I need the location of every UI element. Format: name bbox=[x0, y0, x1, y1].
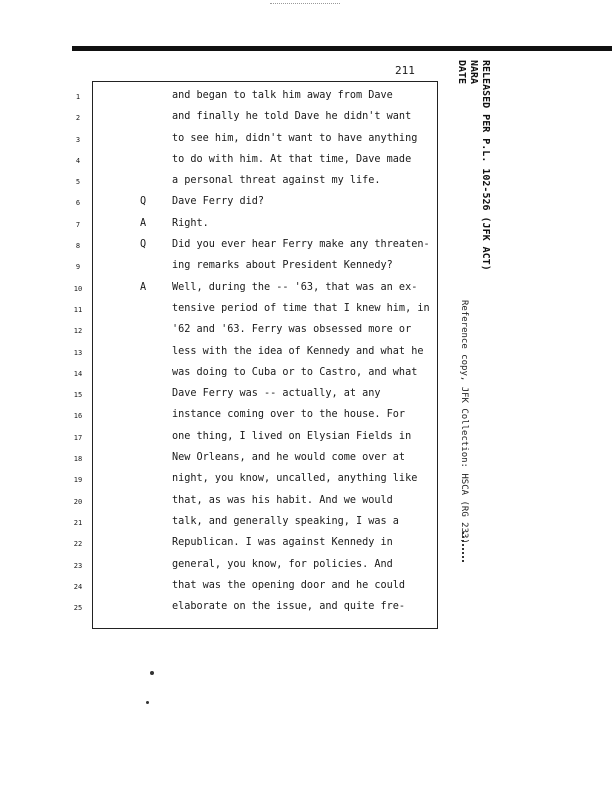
transcript-line bbox=[140, 537, 440, 558]
transcript-line bbox=[140, 239, 440, 260]
line-number: 12 bbox=[73, 327, 83, 336]
transcript-line bbox=[140, 90, 440, 111]
transcript-line bbox=[140, 559, 440, 580]
line-text: to see him, didn't want to have anything bbox=[172, 132, 418, 144]
transcript-line bbox=[140, 452, 440, 473]
line-text: elaborate on the issue, and quite fre- bbox=[172, 601, 406, 613]
transcript-line bbox=[140, 196, 440, 217]
line-text: a personal threat against my life. bbox=[172, 175, 381, 187]
margin-bracket-mark bbox=[462, 532, 470, 562]
release-stamp-line2: NARA bbox=[468, 60, 479, 85]
line-number: 18 bbox=[73, 455, 83, 464]
release-stamp-line3: DATE bbox=[456, 60, 467, 85]
transcript-line bbox=[140, 473, 440, 494]
transcript-line bbox=[140, 367, 440, 388]
line-text: less with the idea of Kennedy and what he bbox=[172, 345, 424, 357]
transcript-line bbox=[140, 601, 440, 622]
line-number: 17 bbox=[73, 433, 83, 442]
line-text: and finally he told Dave he didn't want bbox=[172, 111, 412, 123]
line-text: night, you know, uncalled, anything like bbox=[172, 473, 418, 485]
transcript-line bbox=[140, 409, 440, 430]
transcript-line bbox=[140, 111, 440, 132]
line-text: New Orleans, and he would come over at bbox=[172, 452, 406, 464]
line-text: instance coming over to the house. For bbox=[172, 409, 406, 421]
transcript-line bbox=[140, 388, 440, 409]
line-text: Dave Ferry did? bbox=[172, 196, 265, 208]
line-text: and began to talk him away from Dave bbox=[172, 90, 393, 101]
speaker-label: Q bbox=[140, 196, 147, 208]
line-number: 20 bbox=[73, 497, 83, 506]
line-number: 3 bbox=[75, 135, 81, 144]
reference-note: Reference copy, JFK Collection: HSCA (RG 233) bbox=[459, 300, 469, 544]
line-number: 7 bbox=[75, 220, 81, 229]
line-text: talk, and generally speaking, I was a bbox=[172, 515, 399, 527]
line-text: Well, during the -- '63, that was an ex- bbox=[172, 281, 418, 293]
transcript-line bbox=[140, 260, 440, 281]
speaker-label: A bbox=[140, 281, 147, 293]
release-stamp bbox=[455, 60, 491, 271]
transcript-line bbox=[140, 303, 440, 324]
line-number: 13 bbox=[73, 348, 83, 357]
transcript-line bbox=[140, 431, 440, 452]
line-number: 21 bbox=[73, 518, 83, 527]
speaker-label: Q bbox=[140, 239, 147, 251]
line-text: Right. bbox=[172, 217, 209, 229]
line-text: general, you know, for policies. And bbox=[172, 558, 393, 570]
line-number: 22 bbox=[73, 540, 83, 549]
transcript-line bbox=[140, 282, 440, 303]
line-number: 24 bbox=[73, 582, 83, 591]
line-number: 14 bbox=[73, 369, 83, 378]
line-number: 16 bbox=[73, 412, 83, 421]
scan-artifact bbox=[270, 3, 340, 8]
line-number: 6 bbox=[75, 199, 81, 208]
line-number: 8 bbox=[75, 242, 81, 251]
transcript-line bbox=[140, 218, 440, 239]
line-text: Did you ever hear Ferry make any threaten- bbox=[172, 239, 430, 251]
line-number: 25 bbox=[73, 604, 83, 613]
line-text: that was the opening door and he could bbox=[172, 579, 406, 591]
line-number: 9 bbox=[75, 263, 81, 272]
transcript-line bbox=[140, 324, 440, 345]
line-text: that, as was his habit. And we would bbox=[172, 494, 393, 506]
transcript-body bbox=[140, 90, 440, 622]
line-text: tensive period of time that I knew him, in bbox=[172, 302, 430, 314]
line-text: was doing to Cuba or to Castro, and what bbox=[172, 366, 418, 378]
line-number: 2 bbox=[75, 114, 81, 123]
line-number: 10 bbox=[73, 284, 83, 293]
speaker-label: A bbox=[140, 217, 147, 229]
transcript-line bbox=[140, 580, 440, 601]
top-rule bbox=[72, 46, 612, 51]
transcript-line bbox=[140, 346, 440, 367]
line-number: 15 bbox=[73, 391, 83, 400]
release-stamp-line1: RELEASED PER P.L. 102-526 (JFK ACT) bbox=[480, 60, 491, 271]
line-text: Dave Ferry was -- actually, at any bbox=[172, 388, 381, 400]
line-number: 19 bbox=[73, 476, 83, 485]
line-number: 11 bbox=[73, 305, 83, 314]
line-text: '62 and '63. Ferry was obsessed more or bbox=[172, 324, 412, 336]
transcript-line bbox=[140, 516, 440, 537]
line-number: 4 bbox=[75, 156, 81, 165]
transcript-line bbox=[140, 175, 440, 196]
line-text: one thing, I lived on Elysian Fields in bbox=[172, 430, 412, 442]
transcript-line bbox=[140, 154, 440, 175]
punch-dot bbox=[146, 701, 149, 704]
transcript-line bbox=[140, 133, 440, 154]
line-number: 5 bbox=[75, 178, 81, 187]
page-number: 211 bbox=[395, 64, 415, 77]
punch-dot bbox=[150, 671, 154, 675]
line-number: 1 bbox=[75, 93, 81, 101]
transcript-line bbox=[140, 495, 440, 516]
line-text: ing remarks about President Kennedy? bbox=[172, 260, 393, 272]
line-number: 23 bbox=[73, 561, 83, 570]
line-text: to do with him. At that time, Dave made bbox=[172, 153, 412, 165]
line-number-column bbox=[68, 92, 88, 624]
line-text: Republican. I was against Kennedy in bbox=[172, 537, 393, 549]
